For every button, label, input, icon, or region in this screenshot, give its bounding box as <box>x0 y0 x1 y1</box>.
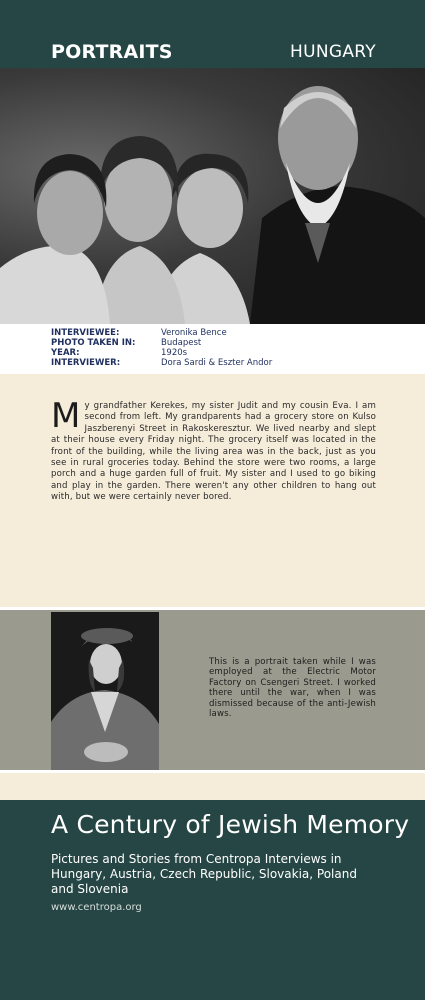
family-photo <box>0 68 425 324</box>
page-title: PORTRAITS <box>51 41 173 63</box>
drop-cap: M <box>51 396 81 436</box>
story-text: y grandfather Kerekes, my sister Judit and my cousin Eva. I am second from left. My grandparents had a grocery store on Kulso Jaszberenyi Street in Rakoskeresztur. We lived nearby and slept at their house every Friday night. The grocery itself was located in the front of the building, while the living area was in the back, just as you see in rural groceries today. Behind the store were two rooms, a large porch and a huge garden full of fruit. My sister and I used to go biking and play in the garden. There weren't any other children to hang out with, but we were certainly never bored. <box>51 401 376 503</box>
story-text-block <box>51 396 376 504</box>
website-link[interactable]: www.centropa.org <box>51 902 142 913</box>
portrait-section <box>0 610 425 770</box>
info-label: YEAR: <box>51 348 80 358</box>
info-label: INTERVIEWER: <box>51 358 121 368</box>
story-section <box>0 374 425 607</box>
portrait-caption: This is a portrait taken while I was employed at the Electric Motor Factory on Csengeri Street. I worked there until the war, when I was dismissed because of the anti-Jewish laws. <box>209 657 376 720</box>
info-value: Dora Sardi & Eszter Andor <box>161 358 273 368</box>
info-label: PHOTO TAKEN IN: <box>51 338 136 348</box>
woman-portrait-photo <box>51 612 159 770</box>
info-value: Budapest <box>161 338 202 348</box>
country-label: HUNGARY <box>290 42 376 62</box>
footer-title: A Century of Jewish Memory <box>51 810 410 839</box>
footer-subtitle: Pictures and Stories from Centropa Interviews in Hungary, Austria, Czech Republic, Slovakia, Poland and Slovenia <box>51 852 357 896</box>
header-bar <box>0 0 425 68</box>
info-value: Veronika Bence <box>161 328 227 338</box>
footer <box>0 800 425 1000</box>
info-label: INTERVIEWEE: <box>51 328 120 338</box>
cream-band <box>0 773 425 800</box>
info-value: 1920s <box>161 348 188 358</box>
photo-info-panel <box>0 324 425 374</box>
